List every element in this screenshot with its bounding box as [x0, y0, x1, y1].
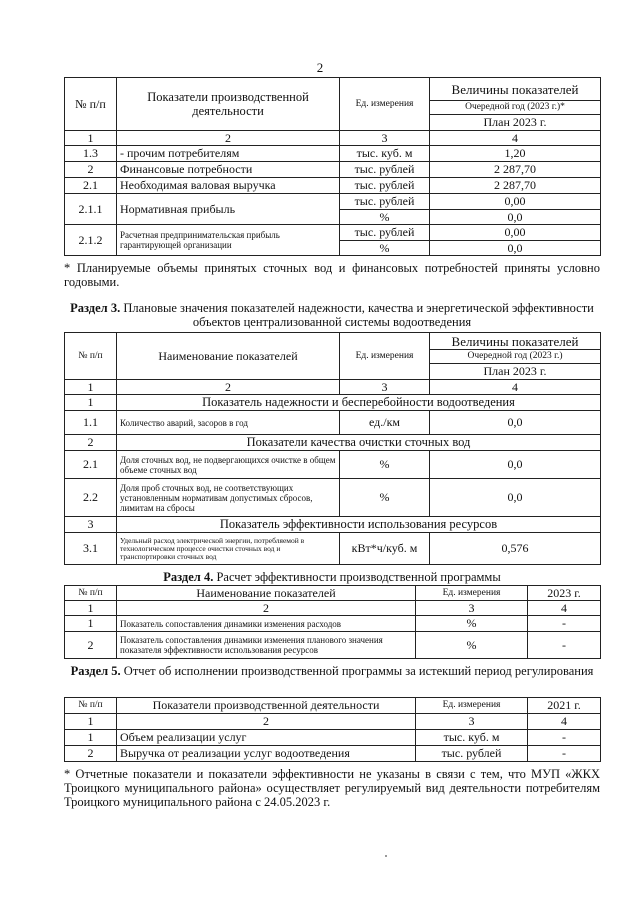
table-row [65, 225, 601, 241]
row-num: 2 [65, 162, 117, 178]
row-value: - [528, 616, 601, 632]
row-name: Показатель сопоставления динамики изменения расходов [117, 616, 416, 632]
section-4-heading [64, 570, 600, 584]
row-unit: тыс. куб. м [340, 146, 430, 162]
table-row [65, 178, 601, 194]
table-row [65, 146, 601, 162]
section-label: Раздел 4. [163, 570, 214, 584]
header-values: Величины показателей [430, 333, 601, 350]
row-value: 0,00 [430, 194, 601, 210]
header-name: Показатели производственной деятельности [117, 698, 416, 714]
row-value: 0,0 [430, 451, 601, 479]
header-indicators: Показатели производственной деятельности [117, 78, 340, 131]
row-value: 0,0 [430, 479, 601, 517]
col-num: 4 [430, 380, 601, 395]
group-title: Показатель эффективности использования ресурсов [117, 517, 601, 533]
row-num: 2.2 [65, 479, 117, 517]
row-name: Необходимая валовая выручка [117, 178, 340, 194]
row-unit: кВт*ч/куб. м [340, 533, 430, 565]
section-label: Раздел 3. [70, 301, 121, 315]
row-unit: % [340, 451, 430, 479]
row-value: - [528, 730, 601, 746]
group-title: Показатель надежности и бесперебойности водоотведения [117, 395, 601, 411]
row-num: 1.3 [65, 146, 117, 162]
row-name: Финансовые потребности [117, 162, 340, 178]
group-row [65, 517, 601, 533]
row-value: 0,00 [430, 225, 601, 241]
row-num: 3 [65, 517, 117, 533]
header-next-year: Очередной год (2023 г.) [430, 350, 601, 364]
group-row [65, 395, 601, 411]
header-plan: План 2023 г. [430, 115, 601, 131]
row-value: - [528, 746, 601, 762]
section-label: Раздел 5. [70, 664, 121, 678]
footnote-1: * Планируемые объемы принятых сточных вод и финансовых потребностей приняты условно годовыми. [64, 261, 600, 289]
row-name: Расчетная предпринимательская прибыль гарантирующей организации [117, 225, 340, 256]
footnote-2: * Отчетные показатели и показатели эффективности не указаны в связи с тем, что МУП «ЖКХ Троицкого муниципального района» осуществляет регулируемый вид деятельности потребителям Троицкого муниципального района с 24.05.2023 г. [64, 767, 600, 809]
row-unit: тыс. рублей [340, 162, 430, 178]
row-num: 3.1 [65, 533, 117, 565]
col-num: 3 [340, 131, 430, 146]
group-title: Показатели качества очистки сточных вод [117, 435, 601, 451]
table-row [65, 162, 601, 178]
row-name: Нормативная прибыль [117, 194, 340, 225]
section-5-heading [64, 664, 600, 678]
page-number: 2 [316, 60, 324, 75]
table-row [65, 411, 601, 435]
row-value: 2 287,70 [430, 178, 601, 194]
col-num: 3 [416, 714, 528, 730]
row-unit: % [340, 241, 430, 256]
table-row [65, 479, 601, 517]
col-num: 1 [65, 380, 117, 395]
header-plan: План 2023 г. [430, 364, 601, 380]
row-num: 2 [65, 632, 117, 659]
row-value: 0,0 [430, 210, 601, 225]
col-num: 4 [528, 601, 601, 616]
row-value: 2 287,70 [430, 162, 601, 178]
row-unit: ед./км [340, 411, 430, 435]
header-num: № п/п [65, 78, 117, 131]
col-num: 2 [117, 380, 340, 395]
col-num: 2 [117, 601, 416, 616]
row-unit: % [416, 632, 528, 659]
row-name: Количество аварий, засоров в год [117, 411, 340, 435]
row-value: - [528, 632, 601, 659]
header-num: № п/п [65, 586, 117, 601]
row-num: 1.1 [65, 411, 117, 435]
row-value: 0,0 [430, 241, 601, 256]
row-num: 1 [65, 730, 117, 746]
row-num: 2.1 [65, 178, 117, 194]
row-name: Показатель сопоставления динамики изменения планового значения показателя эффективности использования ресурсов [117, 632, 416, 659]
production-indicators-table [64, 77, 601, 256]
row-unit: % [340, 210, 430, 225]
col-num: 4 [430, 131, 601, 146]
header-next-year: Очередной год (2023 г.)* [430, 101, 601, 115]
section-title: Отчет об исполнении производственной программы за истекший период регулирования [123, 664, 594, 678]
col-num: 2 [117, 714, 416, 730]
header-num: № п/п [65, 698, 117, 714]
row-name: - прочим потребителям [117, 146, 340, 162]
header-unit: Ед. измерения [416, 698, 528, 714]
row-name: Выручка от реализации услуг водоотведения [117, 746, 416, 762]
row-unit: тыс. рублей [340, 178, 430, 194]
col-num: 1 [65, 131, 117, 146]
row-unit: тыс. рублей [340, 225, 430, 241]
header-year: 2023 г. [528, 586, 601, 601]
row-unit: % [340, 479, 430, 517]
col-num: 3 [416, 601, 528, 616]
header-values: Величины показателей [430, 78, 601, 101]
col-num: 4 [528, 714, 601, 730]
col-num: 1 [65, 714, 117, 730]
scan-dot [385, 855, 387, 857]
row-name: Доля проб сточных вод, не соответствующих установленным нормативам допустимых сбросов, лимитам на сбросы [117, 479, 340, 517]
row-num: 2 [65, 435, 117, 451]
header-name: Наименование показателей [117, 586, 416, 601]
header-num: № п/п [65, 333, 117, 380]
group-row [65, 435, 601, 451]
table-row [65, 632, 601, 659]
table-row [65, 533, 601, 565]
col-num: 3 [340, 380, 430, 395]
row-value: 1,20 [430, 146, 601, 162]
section-3-heading [64, 301, 600, 329]
col-num: 2 [117, 131, 340, 146]
table-row [65, 194, 601, 210]
header-unit: Ед. измерения [340, 333, 430, 380]
execution-report-table [64, 697, 601, 762]
table-row [65, 746, 601, 762]
row-num: 1 [65, 395, 117, 411]
row-unit: тыс. куб. м [416, 730, 528, 746]
row-value: 0,0 [430, 411, 601, 435]
header-unit: Ед. измерения [340, 78, 430, 131]
table-row [65, 451, 601, 479]
header-year: 2021 г. [528, 698, 601, 714]
row-num: 2.1.2 [65, 225, 117, 256]
row-name: Объем реализации услуг [117, 730, 416, 746]
col-num: 1 [65, 601, 117, 616]
row-value: 0,576 [430, 533, 601, 565]
table-row [65, 616, 601, 632]
table-row [65, 730, 601, 746]
efficiency-table [64, 585, 601, 659]
row-unit: тыс. рублей [416, 746, 528, 762]
header-unit: Ед. измерения [416, 586, 528, 601]
row-num: 2.1.1 [65, 194, 117, 225]
row-name: Доля сточных вод, не подвергающихся очистке в общем объеме сточных вод [117, 451, 340, 479]
reliability-table [64, 332, 601, 565]
row-unit: % [416, 616, 528, 632]
row-unit: тыс. рублей [340, 194, 430, 210]
row-num: 2 [65, 746, 117, 762]
section-title: Плановые значения показателей надежности, качества и энергетической эффективности объектов централизованной системы водоотведения [123, 301, 594, 329]
row-num: 2.1 [65, 451, 117, 479]
row-num: 1 [65, 616, 117, 632]
section-title: Расчет эффективности производственной программы [216, 570, 501, 584]
row-name: Удельный расход электрической энергии, потребляемой в технологическом процессе очистки сточных вод и транспортировки сточных вод [117, 533, 340, 565]
header-name: Наименование показателей [117, 333, 340, 380]
